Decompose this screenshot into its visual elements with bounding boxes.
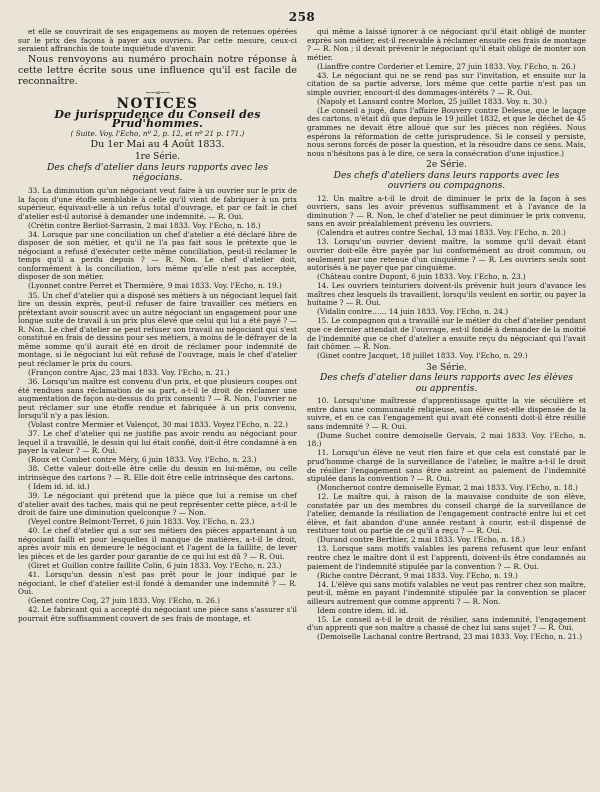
jurisprudence-entry: 37. Le chef d'atelier qui ne justifie pas avoir rendu au négociant pour lequel il a travaillé, le dessin qui lui était confié, doit-il être condamné à en payer la valeur ? — R. Oui. [18,429,297,456]
jurisprudence-entry: 10. Lorsqu'une maîtresse d'apprentissage quitte la vie séculière et entre dans une communauté religieuse, son élève est-elle dispensée de la suivre, et en ce cas l'engagement qui avait été consenti doit-il être résilié sans indemnité ? — R. Oui. [307,396,586,431]
jurisprudence-entry: ( Idem id. id. id.) [28,482,90,492]
jurisprudence-entry: (Genet contre Coq, 27 juin 1833. Voy. l'Echo, n. 26.) [28,596,220,606]
jurisprudence-entry: 38. Cette valeur doit-elle être celle du dessin en lui-même, ou celle intrinsèque des cartons ? — R. Elle doit être celle intrinsèque des cartons. [18,464,297,483]
jurisprudence-entry: 33. La diminution qu'un négociant veut faire à un ouvrier sur le prix de la façon d'une étoffe semblable à celle qu'il vient de fabriquer à un prix supérieur, équivaut-elle à un refus total d'ouvrage, et par ce fait le chef d'atelier est-il autorisé à demander une indemnité. — R. Oui. [18,185,297,221]
jurisprudence-entry: (Monchernot contre demoiselle Eymar, 2 mai 1833. Voy. l'Echo, n. 18.) [317,483,578,493]
date-range-heading: Du 1er Mai au 4 Août 1833. [90,138,225,150]
jurisprudence-entry: (Veyel contre Belmont-Terret, 6 juin 1833. Voy. l'Echo, n. 23.) [28,517,255,527]
separator-ornament: ~~∞~~ [145,89,170,98]
page-number: 258 [288,10,316,24]
right-mid-paragraph-list [307,195,586,361]
jurisprudence-entry: 34. Lorsque par une conciliation un chef d'atelier a été déclaré libre de disposer de son métier, et qu'il ne l'a pas fait sous le prétexte que le négociant a refusé d'exécuter cette même conciliation, peut-il réclamer le temps qu'il a perdu depuis ? — R. Non. Le chef d'atelier doit, conformément à la conciliation, lors même qu'elle n'est pas acceptée, disposer de son métier. [18,229,297,282]
jurisprudence-entry: (Durand contre Berthier, 2 mai 1833. Voy. l'Echo, n. 18.) [317,535,526,545]
left-column [18,28,297,790]
right-top-paragraph-list [307,28,586,158]
jurisprudence-entry: 39. Le négociant qui prétend que la pièce que lui a remise un chef d'atelier avait des taches, mais qui ne peut représenter cette pièce, a-t-il le droit de faire une diminution quelconque ? — Non. [18,491,297,518]
jurisprudence-entry: 40. Le chef d'atelier qui a sur ses métiers des pièces appartenant à un négociant failli et pour lesquelles il manque de matières, a-t-il le droit, après avoir mis en demeure le négociant et l'agent de la faillite, de lever les pièces et de les garder pour garantie de ce qui lui est dû ? — R. Oui. [18,526,297,561]
jurisprudence-entry: 13. Lorsque sans motifs valables les parens refusent que leur enfant rentre chez le maître dont il est l'apprenti, doivent-ils être condamnés au paiement de l'indemnité stipulée par la convention ? — R. Oui. [307,544,586,571]
jurisprudence-entry: qui même a laissé ignorer à ce négociant qu'il était obligé de monter exprès son métier, est-il recevable à réclamer ensuite ces frais de montage ? — R. Non ; il devait prévenir le négociant qu'il était obligé de monter son métier. [307,28,586,62]
jurisprudence-entry: (Ginet contre Jacquet, 18 juillet 1833. Voy. l'Echo, n. 29.) [317,351,528,361]
section-2-title: Des chefs d'ateliers dans leurs rapports avec les ouvriers ou compagnons. [333,169,560,192]
jurisprudence-entry: 15. Le compagnon qui a travaillé sur le métier du chef d'atelier pendant que ce dernier attendait de l'ouvrage, est-il fondé à demander de la moitié de l'indemnité que ce chef d'atelier a ensuite reçu du négociant qui l'avait fait chômer. — R. Non. [307,316,586,352]
section-3-title: Des chefs d'atelier dans leurs rapports avec les élèves ou apprentis. [319,372,574,394]
right-column [307,28,586,790]
jurisprudence-entry: (Lyonnet contre Perret et Thermière, 9 mai 1833. Voy. l'Echo, n. 19.) [28,281,282,291]
suite-reference: ( Suite. Voy. l'Echo, nº 2, p. 12, et nº 21 p. 171.) [70,129,245,139]
jurisprudence-entry: 11. Lorsqu'un élève ne veut rien faire et que cela est constaté par le prud'homme chargé de la surveillance de l'atelier, le maître a-t-il le droit de résilier l'engagement sans être astreint au paiement de l'indemnité stipulée dans la convention ? — R. Oui. [307,448,586,484]
jurisprudence-entry: (Dume Suchet contre demoiselle Gervais, 2 mai 1833. Voy. l'Echo, n. 18.) [307,430,586,449]
editorial-note: Nous renvoyons au numéro prochain notre réponse à cette lettre écrite sous une influence qu'il est facile de reconnaître. [18,54,297,88]
jurisprudence-entry: 43. Le négociant qui ne se rend pas sur l'invitation, et ensuite sur la citation de sa partie adverse, lors même que cette partie n'est pas un simple ouvrier, encourt-il des dommages-intérêts ? — R. Oui. [307,70,586,97]
jurisprudence-entry: 13. Lorsqu'un ouvrier devient maître, la somme qu'il devait étant ouvrier doit-elle être payée par lui conformément au droit commun, ou seulement par une retenue d'un cinquième ? — R. Les ouvriers seuls sont autorisés à ne payer que par cinquième. [307,237,586,273]
jurisprudence-entry: 14. Les ouvriers teinturiers doivent-ils prévenir huit jours d'avance les maîtres chez lesquels ils travaillent, lorsqu'ils veulent en sortir, ou payer la huitaine ? — R. Oui. [307,281,586,308]
jurisprudence-entry: (Françon contre Ajac, 23 mai 1833. Voy. l'Echo, n. 21.) [28,367,230,377]
series-2-heading: 2e Série. [426,160,467,171]
jurisprudence-entry: 15. Le conseil a-t-il le droit de résilier, sans indemnité, l'engagement d'un apprenti que son maître a chassé de chez lui sans sujet ? — R. Oui. [307,614,586,633]
jurisprudence-entry: 14. L'élève qui sans motifs valables ne veut pas rentrer chez son maître, peut-il, même en payant l'indemnité stipulée par la convention se placer ailleurs autrement que comme apprenti ? — R. Non. [307,579,586,606]
jurisprudence-entry: (Crétin contre Berliot-Sarrasin, 2 mai 1833. Voy. l'Echo, n. 18.) [28,220,261,230]
jurisprudence-entry: 42. Le fabricant qui a accepté du négociant une pièce sans s'assurer s'il pourrait être suffisamment couvert de ses frais de montage, et [18,605,297,623]
jurisprudence-entry: 36. Lorsqu'un maître est convenu d'un prix, et que plusieurs coupes ont été rendues sans réclamation de sa part, a-t-il le droit de réclamer une augmentation de façon au-dessus du prix consenti ? — R. Non, l'ouvrier ne peut réclamer sur une étoffe rendue et fabriquée à un prix convenu, lorsqu'il n'y a pas lésion. [18,377,297,421]
jurisprudence-entry: (Château contre Dupont, 6 juin 1833. Voy. l'Echo, n. 23.) [317,272,526,282]
jurisprudence-entry: (Napoly et Lansard contre Morlon, 25 juillet 1833. Voy. n. 30.) [317,96,548,106]
left-paragraph-list [18,187,297,623]
jurisprudence-entry: (Le conseil a jugé, dans l'affaire Bouvery contre Delesse, que le laçage des cartons, n'était dû que depuis le 19 juillet 1832, et que le déchet de 45 grammes ne devait être alloué que sur les pièces non réglées. Nous espérons la réformation de cette jurisprudence. Si le conseil y persiste, nous serons forcés de poser la question, et la résoudre dans ce sens. Mais, nous n'hésitons pas à le dire, ce sera la consécration d'une injustice.) [307,105,586,158]
jurisprudence-entry: (Riche contre Décrant, 9 mai 1833. Voy. l'Echo, n. 19.) [317,570,518,580]
series-3-heading: 3e Série. [426,362,467,373]
jurisprudence-entry: (Giret et Guillon contre faillite Colin, 6 juin 1833. Voy. l'Echo, n. 23.) [28,560,282,570]
jurisprudence-heading: De jurisprudence du Conseil des Prud'hommes. [54,108,261,130]
notices-heading: NOTICES [116,95,199,112]
jurisprudence-entry: (Volast contre Mermier et Valençot, 30 mai 1833. Voyez l'Echo, n. 22.) [28,420,288,430]
jurisprudence-entry: 41. Lorsqu'un dessin n'est pas prêt pour le jour indiqué par le négociant, le chef d'atelier est-il fondé à demander une indemnité ? — R. Oui. [18,570,297,597]
jurisprudence-entry: (Demoiselle Lachanal contre Bertrand, 23 mai 1833. Voy. l'Echo, n. 21.) [317,632,583,642]
jurisprudence-entry: (Vidalin contre…… 14 juin 1833. Voy. l'Echo, n. 24.) [317,307,509,317]
two-column-body [18,28,586,790]
right-bottom-paragraph-list [307,397,586,642]
jurisprudence-entry: 35. Un chef d'atelier qui a disposé ses métiers à un négociant lequel fait lire un dessin exprès, peut-il refuser de faire travailler ces métiers en prétextant avoir souscrit avec un autre négociant un engagement pour une longue suite de travail à un prix plus élevé que celui qui lui a été payé ? — R. Non. Le chef d'atelier ne peut refuser son travail au négociant qui s'est constitué en frais de dessins pour ses métiers, à moins de le défrayer de la même somme qu'il aurait été en droit de réclamer pour indemnité de montage, si le négociant lui eût refusé de l'ouvrage, mais le chef d'atelier peut réclamer le prix du cours. [18,290,297,368]
jurisprudence-entry: (Calendra et autres contre Sechal, 13 mai 1833. Voy. l'Echo, n. 20.) [317,228,566,238]
jurisprudence-entry: (Roux et Combet contre Méry, 6 juin 1833. Voy. l'Echo, n. 23.) [28,455,257,465]
section-1-title: Des chefs d'atelier dans leurs rapports avec les négocians. [47,161,268,184]
jurisprudence-entry: 12. Le maître qui, à raison de la mauvaise conduite de son élève, constatée par un des membres du conseil chargé de la surveillance de l'atelier, demande la résiliation de l'engagement contracté entre lui et cet élève, et fait abandon d'une année restant à courir, est-il dispensé de restituer tout ou partie de ce qu'il a reçu ? — R. Oui. [307,492,586,536]
opening-paragraph: et elle se couvrirait de ses engagemens au moyen de retenues opérées sur le prix des façons à payer aux ouvriers. Par cette mesure, ceux-ci seraient affranchis de toute inquiétude d'avenir. [18,28,297,54]
jurisprudence-entry: (Lianffre contre Corderier et Lemire, 27 juin 1833. Voy. l'Echo, n. 26.) [317,61,576,71]
jurisprudence-entry: 12. Un maître a-t-il le droit de diminuer le prix de la façon à ses ouvriers, sans les avoir prévenus suffisamment et à l'avance de la diminution ? — R. Non, le chef d'atelier ne peut diminuer le prix convenu, sans en avoir préalablement prévenu les ouvriers. [307,193,586,229]
jurisprudence-entry: Idem contre idem. id. id. [317,605,409,615]
series-1-heading: 1re Série. [134,152,181,163]
